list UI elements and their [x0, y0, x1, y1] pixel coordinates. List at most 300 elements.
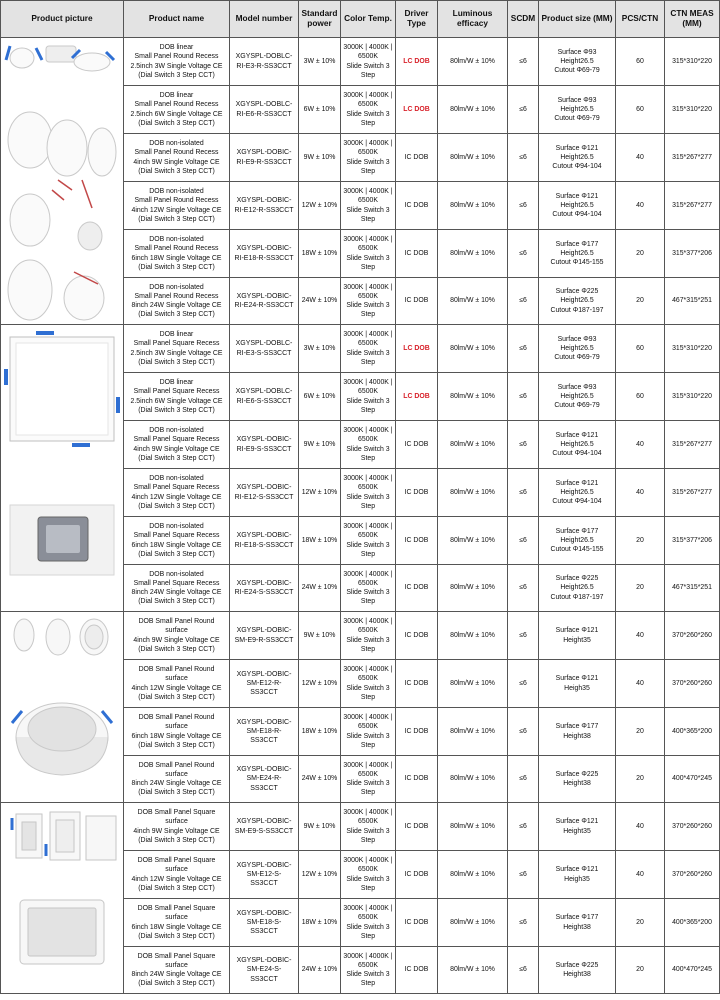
product-name-cell-line: 6inch 18W Single Voltage CE	[131, 923, 222, 931]
model-number-cell	[230, 469, 299, 517]
color-temp-cell	[341, 230, 396, 278]
model-number-cell-line: XGYSPL-DOBIC-	[236, 861, 292, 869]
pcs-ctn-cell: 60	[616, 325, 665, 373]
model-number-cell	[230, 134, 299, 182]
model-number-cell	[230, 947, 299, 994]
product-name-cell-line: 4inch 9W Single Voltage CE	[133, 158, 220, 166]
product-name-cell-line: Small Panel Square Recess	[133, 436, 220, 444]
ctn-meas-cell: 467*315*251	[665, 565, 720, 612]
scdm-cell: ≤6	[508, 373, 539, 421]
driver-type-cell: IC DOB	[396, 517, 438, 565]
round-surface-panel-images	[1, 612, 124, 803]
driver-type-cell: IC DOB	[396, 851, 438, 899]
product-size-cell-line: Height35	[563, 636, 591, 644]
product-name-cell-line: DOB Small Panel Square	[137, 952, 216, 960]
luminous-efficacy-cell: 80lm/W ± 10%	[438, 660, 508, 708]
product-name-cell-line: DOB Small Panel Round	[138, 714, 215, 722]
table-row	[1, 803, 720, 851]
product-size-cell-line: Cutout Φ187-197	[550, 306, 604, 314]
product-size-cell	[539, 803, 616, 851]
color-temp-cell-line: Step	[360, 358, 376, 366]
model-number-cell-line: SM-E18-R-	[246, 727, 282, 735]
scdm-cell: ≤6	[508, 565, 539, 612]
ctn-meas-cell: 370*260*260	[665, 612, 720, 660]
driver-type-cell: IC DOB	[396, 421, 438, 469]
model-number-cell-line: XGYSPL-DOBIC-	[236, 532, 292, 540]
model-number-cell-line: XGYSPL-DOBIC-	[236, 484, 292, 492]
product-size-cell-line: Height26.5	[560, 153, 594, 161]
color-temp-cell-line: Step	[360, 598, 376, 606]
product-name-cell-line: (Dial Switch 3 Step CCT)	[138, 741, 215, 749]
product-size-cell-line: Height26.5	[560, 297, 594, 305]
model-number-cell-line: XGYSPL-DOBIC-	[236, 245, 292, 253]
power-cell: 12W ± 10%	[299, 851, 341, 899]
color-temp-cell	[341, 708, 396, 756]
product-name-cell-line: DOB linear	[159, 44, 194, 52]
driver-type-cell: LC DOB	[396, 325, 438, 373]
product-name-cell-line: DOB Small Panel Round	[138, 761, 215, 769]
model-number-cell-line: XGYSPL-DOBLC-	[235, 53, 293, 61]
model-number-cell	[230, 278, 299, 325]
color-temp-cell-line: Slide Switch 3	[346, 684, 390, 692]
product-size-cell	[539, 373, 616, 421]
product-name-cell	[124, 182, 230, 230]
pcs-ctn-cell: 40	[616, 803, 665, 851]
product-size-cell-line: Surface Φ93	[557, 48, 597, 56]
product-name-cell-line: DOB linear	[159, 331, 194, 339]
color-temp-cell-line: 3000K | 4000K |	[343, 283, 393, 291]
product-size-cell	[539, 230, 616, 278]
color-temp-cell-line: Slide Switch 3	[346, 780, 390, 787]
product-name-cell	[124, 708, 230, 756]
model-number-cell-line: SS3CCT	[250, 737, 278, 745]
product-size-cell-line: Height35	[563, 827, 591, 835]
product-name-cell-line: 4inch 12W Single Voltage CE	[131, 875, 222, 883]
product-name-cell-line: surface	[165, 770, 188, 778]
product-name-cell	[124, 803, 230, 851]
model-number-cell-line: SS3CCT	[250, 928, 278, 936]
color-temp-cell-line: 6500K	[358, 197, 378, 205]
luminous-efficacy-cell: 80lm/W ± 10%	[438, 708, 508, 756]
product-photo	[1, 804, 123, 993]
product-size-cell	[539, 565, 616, 612]
product-name-cell	[124, 565, 230, 612]
product-name-cell-line: surface	[165, 818, 188, 826]
model-number-cell	[230, 565, 299, 612]
product-name-cell-line: 2.5inch 3W Single Voltage CE	[130, 62, 223, 70]
model-number-cell-line: SM-E24-R-	[246, 775, 282, 783]
header-pcs-ctn: PCS/CTN	[616, 1, 665, 38]
product-name-cell-line: (Dial Switch 3 Step CCT)	[138, 884, 215, 892]
scdm-cell: ≤6	[508, 38, 539, 86]
pcs-ctn-cell: 40	[616, 660, 665, 708]
luminous-efficacy-cell: 80lm/W ± 10%	[438, 230, 508, 278]
product-photo	[1, 326, 123, 611]
product-size-cell-line: Heigh35	[564, 684, 590, 692]
product-name-cell-line: (Dial Switch 3 Step CCT)	[138, 406, 215, 414]
ctn-meas-cell: 315*310*220	[665, 38, 720, 86]
model-number-cell-line: SM-E18-S-	[246, 918, 282, 926]
color-temp-cell-line: Slide Switch 3	[346, 62, 390, 70]
pcs-ctn-cell: 20	[616, 517, 665, 565]
header-model-number: Model number	[230, 1, 299, 38]
product-size-cell-line: Surface Φ121	[555, 675, 599, 683]
color-temp-cell	[341, 517, 396, 565]
model-number-cell-line: SM-E24-S-	[246, 966, 282, 974]
color-temp-cell-line: 3000K | 4000K |	[343, 523, 393, 531]
color-temp-cell-line: Slide Switch 3	[346, 397, 390, 405]
color-temp-cell	[341, 565, 396, 612]
product-name-cell	[124, 756, 230, 803]
product-name-cell-line: 4inch 9W Single Voltage CE	[133, 445, 220, 453]
color-temp-cell	[341, 373, 396, 421]
color-temp-cell-line: 3000K | 4000K |	[343, 236, 393, 244]
model-number-cell-line: RI-E12-S-SS3CCT	[234, 493, 294, 501]
product-name-cell	[124, 469, 230, 517]
model-number-cell-line: XGYSPL-DOBIC-	[236, 670, 292, 678]
color-temp-cell-line: 3000K | 4000K |	[343, 905, 393, 913]
product-name-cell-line: (Dial Switch 3 Step CCT)	[138, 263, 215, 271]
model-number-cell-line: RI-E9-R-SS3CCT	[236, 158, 292, 166]
color-temp-cell	[341, 947, 396, 994]
table-body	[1, 38, 720, 994]
driver-type-cell: IC DOB	[396, 230, 438, 278]
product-size-cell-line: Height26.5	[560, 201, 594, 209]
pcs-ctn-cell: 20	[616, 565, 665, 612]
luminous-efficacy-cell: 80lm/W ± 10%	[438, 86, 508, 134]
product-size-cell-line: Height26.5	[560, 584, 594, 592]
product-name-cell-line: (Dial Switch 3 Step CCT)	[138, 789, 215, 797]
luminous-efficacy-cell: 80lm/W ± 10%	[438, 469, 508, 517]
product-size-cell-line: Surface Φ177	[555, 723, 599, 731]
product-name-cell-line: (Dial Switch 3 Step CCT)	[138, 836, 215, 844]
product-name-cell-line: DOB non-isolated	[149, 570, 204, 578]
pcs-ctn-cell: 40	[616, 421, 665, 469]
luminous-efficacy-cell: 80lm/W ± 10%	[438, 373, 508, 421]
product-name-cell-line: Small Panel Round Recess	[134, 101, 219, 109]
color-temp-cell-line: 6500K	[358, 436, 378, 444]
product-size-cell-line: Surface Φ121	[555, 479, 599, 487]
color-temp-cell	[341, 86, 396, 134]
product-size-cell	[539, 421, 616, 469]
pcs-ctn-cell: 20	[616, 230, 665, 278]
power-cell: 6W ± 10%	[299, 86, 341, 134]
model-number-cell-line: SS3CCT	[250, 975, 278, 983]
scdm-cell: ≤6	[508, 517, 539, 565]
product-size-cell-line: Cutout Φ187-197	[550, 593, 604, 601]
color-temp-cell	[341, 803, 396, 851]
power-cell: 3W ± 10%	[299, 325, 341, 373]
product-size-cell-line: Surface Φ225	[555, 288, 599, 296]
product-name-cell	[124, 899, 230, 947]
product-name-cell-line: surface	[165, 914, 188, 922]
ctn-meas-cell: 315*267*277	[665, 134, 720, 182]
scdm-cell: ≤6	[508, 851, 539, 899]
model-number-cell	[230, 660, 299, 708]
scdm-cell: ≤6	[508, 86, 539, 134]
model-number-cell-line: SM-E12-R-	[246, 679, 282, 687]
color-temp-cell-line: 3000K | 4000K |	[343, 379, 393, 387]
product-name-cell	[124, 230, 230, 278]
product-size-cell-line: Height26.5	[560, 344, 594, 352]
product-name-cell	[124, 325, 230, 373]
product-size-cell-line: Height38	[563, 971, 591, 978]
color-temp-cell-line: Step	[360, 311, 376, 319]
pcs-ctn-cell: 40	[616, 469, 665, 517]
color-temp-cell-line: 6500K	[358, 579, 378, 587]
product-size-cell-line: Height26.5	[560, 57, 594, 65]
product-size-cell-line: Surface Φ93	[557, 335, 597, 343]
product-name-cell-line: (Dial Switch 3 Step CCT)	[138, 311, 215, 319]
ctn-meas-cell: 370*260*260	[665, 660, 720, 708]
model-number-cell	[230, 373, 299, 421]
product-name-cell	[124, 373, 230, 421]
product-name-cell-line: 8inch 24W Single Voltage CE	[131, 780, 222, 787]
product-size-cell-line: Cutout Φ94-104	[552, 163, 602, 171]
product-name-cell-line: DOB Small Panel Round	[138, 618, 215, 626]
color-temp-cell-line: Step	[360, 789, 376, 797]
scdm-cell: ≤6	[508, 803, 539, 851]
header-ctn-meas: CTN MEAS (MM)	[665, 1, 720, 38]
color-temp-cell-line: Slide Switch 3	[346, 493, 390, 501]
product-size-cell	[539, 469, 616, 517]
product-size-cell	[539, 708, 616, 756]
power-cell: 18W ± 10%	[299, 708, 341, 756]
header-luminous-efficacy: Luminous efficacy	[438, 1, 508, 38]
driver-type-cell: IC DOB	[396, 899, 438, 947]
product-name-cell-line: 8inch 24W Single Voltage CE	[131, 589, 222, 596]
color-temp-cell-line: 3000K | 4000K |	[343, 761, 393, 769]
power-cell: 12W ± 10%	[299, 660, 341, 708]
product-size-cell	[539, 660, 616, 708]
product-name-cell-line: Small Panel Square Recess	[133, 484, 220, 492]
product-name-cell-line: 6inch 18W Single Voltage CE	[131, 541, 222, 549]
color-temp-cell-line: 6500K	[358, 627, 378, 635]
luminous-efficacy-cell: 80lm/W ± 10%	[438, 947, 508, 994]
product-name-cell-line: DOB Small Panel Square	[137, 857, 216, 865]
color-temp-cell-line: Slide Switch 3	[346, 206, 390, 214]
product-name-cell-line: (Dial Switch 3 Step CCT)	[138, 693, 215, 701]
product-name-cell-line: (Dial Switch 3 Step CCT)	[138, 71, 215, 79]
driver-type-cell: IC DOB	[396, 612, 438, 660]
model-number-cell-line: XGYSPL-DOBIC-	[236, 766, 292, 774]
pcs-ctn-cell: 40	[616, 134, 665, 182]
product-size-cell-line: Height38	[563, 780, 591, 787]
header-driver-type: Driver Type	[396, 1, 438, 38]
luminous-efficacy-cell: 80lm/W ± 10%	[438, 182, 508, 230]
luminous-efficacy-cell: 80lm/W ± 10%	[438, 756, 508, 803]
product-name-cell-line: 4inch 12W Single Voltage CE	[131, 206, 222, 214]
color-temp-cell-line: 3000K | 4000K |	[343, 92, 393, 100]
luminous-efficacy-cell: 80lm/W ± 10%	[438, 803, 508, 851]
color-temp-cell-line: 3000K | 4000K |	[343, 331, 393, 339]
power-cell: 18W ± 10%	[299, 517, 341, 565]
product-name-cell-line: (Dial Switch 3 Step CCT)	[138, 215, 215, 223]
product-name-cell-line: Small Panel Square Recess	[133, 532, 220, 540]
color-temp-cell-line: Step	[360, 980, 376, 988]
color-temp-cell-line: Slide Switch 3	[346, 589, 390, 596]
scdm-cell: ≤6	[508, 278, 539, 325]
luminous-efficacy-cell: 80lm/W ± 10%	[438, 134, 508, 182]
color-temp-cell-line: 6500K	[358, 484, 378, 492]
product-size-cell	[539, 947, 616, 994]
color-temp-cell-line: Step	[360, 454, 376, 462]
product-size-cell-line: Height38	[563, 732, 591, 740]
product-name-cell	[124, 660, 230, 708]
color-temp-cell-line: Step	[360, 693, 376, 701]
driver-type-cell: IC DOB	[396, 278, 438, 325]
model-number-cell-line: SS3CCT	[250, 689, 278, 697]
product-name-cell-line: 8inch 24W Single Voltage CE	[131, 302, 222, 309]
pcs-ctn-cell: 40	[616, 851, 665, 899]
square-recessed-panel-images	[1, 325, 124, 612]
model-number-cell-line: XGYSPL-DOBLC-	[235, 388, 293, 396]
product-name-cell-line: DOB Small Panel Square	[137, 809, 216, 817]
model-number-cell-line: XGYSPL-DOBIC-	[236, 718, 292, 726]
color-temp-cell-line: Slide Switch 3	[346, 827, 390, 835]
color-temp-cell-line: 6500K	[358, 818, 378, 826]
product-name-cell-line: Small Panel Square Recess	[133, 340, 220, 348]
color-temp-cell-line: Step	[360, 263, 376, 271]
color-temp-cell-line: 6500K	[358, 388, 378, 396]
model-number-cell	[230, 517, 299, 565]
product-name-cell-line: surface	[165, 723, 188, 731]
color-temp-cell-line: 3000K | 4000K |	[343, 857, 393, 865]
ctn-meas-cell: 400*470*245	[665, 947, 720, 994]
product-name-cell-line: 4inch 12W Single Voltage CE	[131, 684, 222, 692]
product-size-cell-line: Surface Φ177	[555, 240, 599, 248]
product-name-cell	[124, 421, 230, 469]
color-temp-cell-line: 6500K	[358, 532, 378, 540]
color-temp-cell-line: 6500K	[358, 245, 378, 253]
model-number-cell-line: XGYSPL-DOBLC-	[235, 340, 293, 348]
driver-type-cell: IC DOB	[396, 134, 438, 182]
product-name-cell-line: Small Panel Square Recess	[133, 388, 220, 396]
product-size-cell	[539, 851, 616, 899]
model-number-cell-line: RI-E24-S-SS3CCT	[234, 589, 294, 596]
power-cell: 9W ± 10%	[299, 421, 341, 469]
product-name-cell-line: DOB non-isolated	[149, 427, 204, 435]
product-name-cell-line: Small Panel Round Recess	[134, 53, 219, 61]
product-name-cell-line: DOB Small Panel Round	[138, 666, 215, 674]
pcs-ctn-cell: 20	[616, 899, 665, 947]
product-size-cell-line: Surface Φ225	[555, 961, 599, 969]
color-temp-cell-line: 3000K | 4000K |	[343, 570, 393, 578]
power-cell: 24W ± 10%	[299, 565, 341, 612]
color-temp-cell-line: Slide Switch 3	[346, 636, 390, 644]
luminous-efficacy-cell: 80lm/W ± 10%	[438, 421, 508, 469]
header-product-size: Product size (MM)	[539, 1, 616, 38]
product-size-cell-line: Height38	[563, 923, 591, 931]
model-number-cell	[230, 325, 299, 373]
color-temp-cell-line: 3000K | 4000K |	[343, 714, 393, 722]
ctn-meas-cell: 467*315*251	[665, 278, 720, 325]
model-number-cell-line: RI-E9-S-SS3CCT	[236, 445, 292, 453]
color-temp-cell-line: 3000K | 4000K |	[343, 188, 393, 196]
color-temp-cell-line: 3000K | 4000K |	[343, 427, 393, 435]
product-size-cell-line: Height26.5	[560, 536, 594, 544]
scdm-cell: ≤6	[508, 756, 539, 803]
product-name-cell	[124, 86, 230, 134]
model-number-cell-line: XGYSPL-DOBLC-	[235, 101, 293, 109]
color-temp-cell-line: 6500K	[358, 340, 378, 348]
model-number-cell-line: XGYSPL-DOBIC-	[236, 818, 292, 826]
model-number-cell-line: XGYSPL-DOBIC-	[236, 909, 292, 917]
driver-type-cell: LC DOB	[396, 38, 438, 86]
ctn-meas-cell: 400*470*245	[665, 756, 720, 803]
product-name-cell-line: DOB non-isolated	[149, 523, 204, 531]
scdm-cell: ≤6	[508, 899, 539, 947]
product-size-cell-line: Cutout Φ145-155	[550, 546, 604, 554]
product-size-cell-line: Surface Φ121	[555, 192, 599, 200]
header-scdm: SCDM	[508, 1, 539, 38]
square-surface-panel-images	[1, 803, 124, 994]
header-product-picture: Product picture	[1, 1, 124, 38]
luminous-efficacy-cell: 80lm/W ± 10%	[438, 899, 508, 947]
model-number-cell-line: XGYSPL-DOBIC-	[236, 627, 292, 635]
luminous-efficacy-cell: 80lm/W ± 10%	[438, 612, 508, 660]
product-name-cell	[124, 38, 230, 86]
scdm-cell: ≤6	[508, 469, 539, 517]
scdm-cell: ≤6	[508, 612, 539, 660]
product-size-cell	[539, 278, 616, 325]
product-name-cell	[124, 851, 230, 899]
driver-type-cell: IC DOB	[396, 660, 438, 708]
model-number-cell-line: RI-E18-S-SS3CCT	[234, 541, 294, 549]
color-temp-cell-line: Slide Switch 3	[346, 445, 390, 453]
power-cell: 24W ± 10%	[299, 947, 341, 994]
color-temp-cell-line: Step	[360, 215, 376, 223]
product-name-cell	[124, 134, 230, 182]
model-number-cell-line: SM-E9-R-SS3CCT	[234, 636, 294, 644]
ctn-meas-cell: 315*310*220	[665, 86, 720, 134]
color-temp-cell-line: Step	[360, 406, 376, 414]
color-temp-cell-line: Slide Switch 3	[346, 254, 390, 262]
ctn-meas-cell: 315*310*220	[665, 373, 720, 421]
luminous-efficacy-cell: 80lm/W ± 10%	[438, 325, 508, 373]
model-number-cell-line: XGYSPL-DOBIC-	[236, 957, 292, 965]
product-name-cell-line: DOB Small Panel Square	[137, 905, 216, 913]
color-temp-cell-line: Step	[360, 884, 376, 892]
ctn-meas-cell: 315*267*277	[665, 469, 720, 517]
ctn-meas-cell: 400*365*200	[665, 708, 720, 756]
ctn-meas-cell: 370*260*260	[665, 803, 720, 851]
product-name-cell-line: (Dial Switch 3 Step CCT)	[138, 119, 215, 127]
color-temp-cell-line: Step	[360, 502, 376, 510]
product-name-cell-line: DOB non-isolated	[149, 236, 204, 244]
color-temp-cell	[341, 134, 396, 182]
product-size-cell-line: Height26.5	[560, 392, 594, 400]
driver-type-cell: IC DOB	[396, 469, 438, 517]
color-temp-cell-line: Slide Switch 3	[346, 541, 390, 549]
product-size-cell-line: Surface Φ177	[555, 527, 599, 535]
product-name-cell-line: surface	[165, 675, 188, 683]
pcs-ctn-cell: 20	[616, 756, 665, 803]
color-temp-cell	[341, 38, 396, 86]
color-temp-cell	[341, 851, 396, 899]
product-name-cell-line: (Dial Switch 3 Step CCT)	[138, 980, 215, 988]
product-size-cell-line: Cutout Φ69-79	[554, 67, 600, 75]
model-number-cell	[230, 612, 299, 660]
color-temp-cell-line: 3000K | 4000K |	[343, 952, 393, 960]
color-temp-cell-line: Slide Switch 3	[346, 302, 390, 309]
ctn-meas-cell: 315*377*206	[665, 230, 720, 278]
color-temp-cell-line: Step	[360, 836, 376, 844]
product-name-cell-line: surface	[165, 627, 188, 635]
header-row	[1, 1, 720, 38]
color-temp-cell	[341, 469, 396, 517]
color-temp-cell-line: Step	[360, 71, 376, 79]
